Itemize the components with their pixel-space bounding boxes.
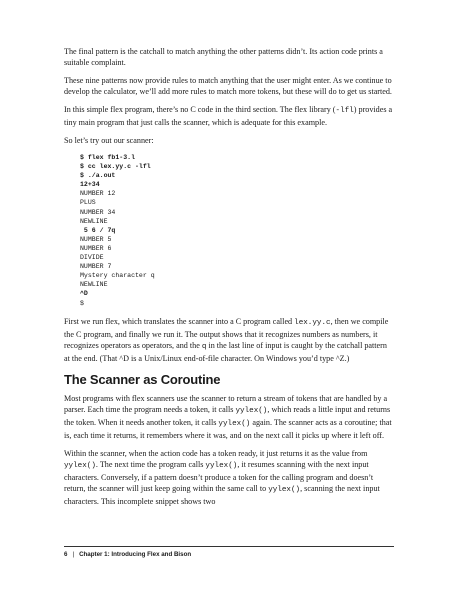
explanation-paragraphs [64,316,394,364]
inline-code: yylex() [205,461,238,470]
page-number: 6 [64,551,68,558]
text-run: Most programs with flex scanners use the scanner to return a stream of tokens that are handled by a parser. Each time the program needs a token, it calls [64,393,388,414]
text-run: In this simple flex program, there’s no C code in the third section. The flex library ( [64,105,336,114]
section-paragraphs [64,393,394,507]
section-heading: The Scanner as Coroutine [64,371,221,387]
text-run: Within the scanner, when the action code has a token ready, it just returns it as the value from [64,448,368,458]
code-line: $ flex fb1-3.l [80,154,136,161]
inline-code: yylex() [235,406,268,415]
code-line: PLUS [80,199,96,207]
text-run: again. The scanner acts as a coroutine; that is, each time it returns, it remembers where it was, and on the next call it picks up where it left off. [64,417,392,440]
code-line: Mystery character q [80,272,155,280]
code-line: NUMBER 34 [80,208,116,216]
terminal-session-code-block [80,153,394,308]
code-line: NUMBER 7 [80,263,112,271]
code-line: NUMBER 12 [80,190,116,198]
paragraph [64,104,394,128]
paragraph [64,316,394,364]
text-run: , then we compile the C program, and finally we run it. The output shows that it recognizes numbers as numbers, it recognizes operators as operators, and the [64,316,389,350]
intro-paragraphs [64,46,394,146]
paragraph [64,46,394,68]
text-run: ) provides a tiny main program that just calls the scanner, which is adequate for this example. [64,105,393,127]
page-footer [64,546,394,558]
text-run: First we run flex, which translates the scanner into a C program called [64,316,295,326]
code-line: $ [80,299,84,307]
code-line: $ ./a.out [80,172,116,180]
text-run: , which reads a little input and returns the token. When it needs another token, it calls [64,404,391,427]
code-line: NUMBER 5 [80,235,112,243]
code-line: 12+34 [80,181,100,189]
inline-code: yylex() [218,419,251,428]
inline-code: yylex() [268,485,301,494]
code-line: $ cc lex.yy.c -lfl [80,163,151,171]
paragraph [64,135,394,146]
code-line: 5 6 / 7q [80,226,116,234]
paragraph [64,75,394,97]
code-line: NUMBER 6 [80,244,112,252]
paragraph [64,448,394,507]
code-line: NEWLINE [80,281,108,289]
chapter-title: Chapter 1: Introducing Flex and Bison [79,551,192,558]
text-run: The final pattern is the catchall to match anything the other patterns didn’t. Its action code prints a suitable complaint. [64,47,383,67]
inline-code: lex.yy.c [294,318,331,327]
code-line: NEWLINE [80,217,108,225]
code-line: DIVIDE [80,254,104,262]
inline-code: q [201,342,207,351]
inline-code: yylex() [64,461,96,470]
text-run: in the last line of input is caught by the catchall pattern at the end. (That ^D is a Unix/Linux end-of-file character. On Windows you’d type ^Z.) [64,340,387,363]
text-run: So let’s try out our scanner: [64,136,154,145]
page-body [64,46,394,514]
code-line: ^D [80,290,88,298]
paragraph [64,393,394,441]
text-run: These nine patterns now provide rules to match anything that the user might enter. As we continue to develop the calculator, we’ll add more rules to match more tokens, but these will do to get us started. [64,76,392,96]
inline-code: -lfl [335,107,354,115]
footer-separator: | [72,551,75,558]
text-run: , it resumes scanning with the next input characters. Conversely, if a pattern doesn’t produce a token for the calling program and doesn’t return, the scanner will just keep going within the same call to [64,459,374,493]
text-run: . The next time the program calls [95,459,206,469]
text-run: , scanning the next input characters. This incomplete snippet shows two [64,483,380,506]
